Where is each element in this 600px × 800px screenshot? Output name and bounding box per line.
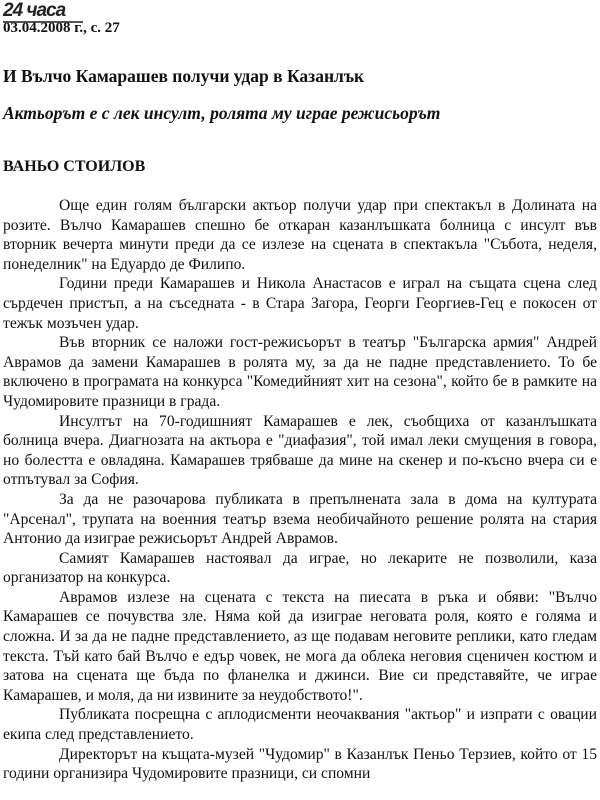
paragraph: Аврамов излезе на сцената с текста на пиесата в ръка и обяви: "Вълчо Камарашев се почувства зле. Няма кой да изиграе неговата роля, която е голяма и сложна. И за да не падне представлението, аз ще подавам неговите реплики, като гледам текста. Тъй като бай Вълчо е едър човек, не мога да облека неговия сценичен костюм и затова на сцената ще бъда по фланелка и джинси. Вие си представяйте, че играе Камарашев, и моля, да ни извините за неудобството!".	[3, 588, 597, 704]
paragraph: Още един голям български актьор получи удар при спектакъл в Долината на розите. Вълчо Камарашев спешно бе откаран казанлъшката болница с инсулт във вторник вечерта минути преди да се излезе на сцената в спектакъла "Събота, неделя, понеделник" на Едуардо де Филипо.	[3, 197, 597, 273]
article-author: ВАНЬО СТОИЛОВ	[3, 158, 146, 175]
article-body	[3, 196, 597, 784]
paragraph: Години преди Камарашев и Никола Анастасов е играл на същата сцена след сърдечен пристъп, а на съседната - в Стара Загора, Георги Георгиев-Гец е покосен от тежък мозъчен удар.	[3, 275, 597, 332]
paragraph: Във вторник се наложи гост-режисьорът в театър "Българска армия" Андрей Аврамов да замени Камарашев в ролята му, за да не падне представлението. То бе включено в програмата на конкурса "Комедийният хит на сезона", който бе в рамките на Чудомировите празници в града.	[3, 334, 597, 410]
logo-text: 24 часа	[3, 0, 66, 21]
article-title: И Вълчо Камарашев получи удар в Казанлък	[3, 66, 365, 86]
article-subtitle: Актьорът е с лек инсулт, ролята му играе режисьорът	[3, 103, 441, 123]
paragraph: Директорът на къщата-музей "Чудомир" в Казанлък Пеньо Терзиев, който от 15 години организира Чудомировите празници, си спомни	[3, 745, 597, 783]
publication-date: 03.04.2008 г., с. 27	[3, 20, 120, 36]
paragraph: Самият Камарашев настоявал да играе, но лекарите не позволили, каза организатор на конкурса.	[3, 549, 597, 587]
paragraph: Инсултът на 70-годишният Камарашев е лек, съобщиха от казанлъшката болница вчера. Диагнозата на актьора е "диафазия", той имал леки смущения в говора, но болестта е овладяна. Камарашев трябваше да мине на скенер и по-късно вчера си е отпътувал за София.	[3, 412, 597, 489]
paragraph: За да не разочарова публиката в препълнената зала в дома на културата "Арсенал", трупата на военния театър взема необичайното решение ролята на стария Антонио да изиграе режисьорът Андрей Аврамов.	[3, 490, 597, 548]
paragraph: Публиката посрещна с аплодисменти неочаквания "актьор" и изпрати с овации екипа след представлението.	[3, 706, 597, 744]
